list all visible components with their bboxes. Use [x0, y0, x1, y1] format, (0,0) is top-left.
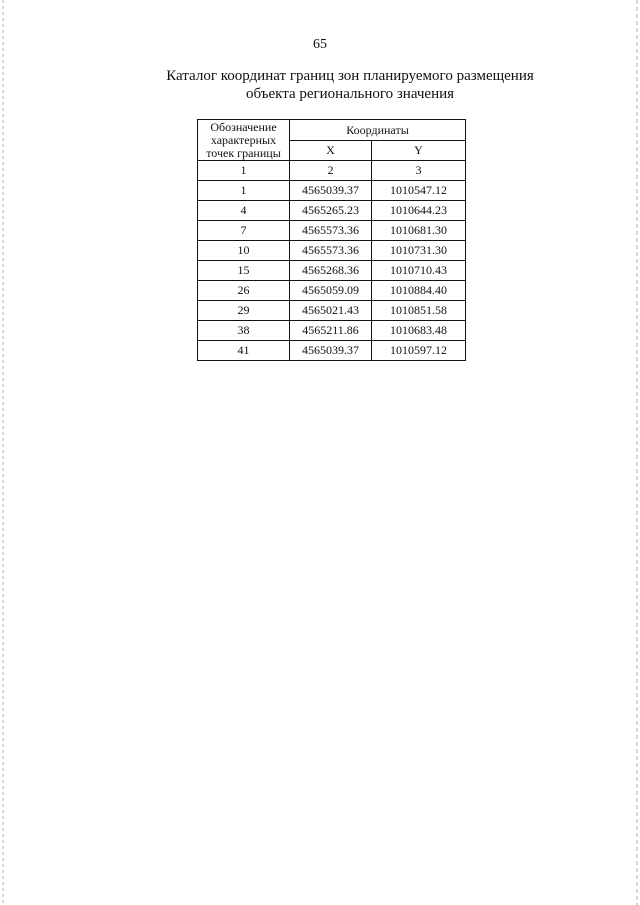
table-row	[198, 201, 466, 221]
column-number-3: 3	[372, 161, 466, 181]
x-coordinate-cell: 4565211.86	[290, 321, 372, 341]
point-cell: 41	[198, 341, 290, 361]
table-row	[198, 321, 466, 341]
page-number: 65	[313, 37, 327, 52]
table-row	[198, 261, 466, 281]
point-header-line-1: Обозначение	[210, 119, 277, 134]
point-cell: 4	[198, 201, 290, 221]
y-coordinate-cell: 1010681.30	[372, 221, 466, 241]
title-line-2: объекта регионального значения	[245, 86, 455, 102]
x-coordinate-cell: 4565039.37	[290, 341, 372, 361]
y-coordinate-cell: 1010710.43	[372, 261, 466, 281]
point-cell: 15	[198, 261, 290, 281]
y-coordinate-cell: 1010851.58	[372, 301, 466, 321]
x-coordinate-cell: 4565573.36	[290, 221, 372, 241]
point-header-line-2: характерных	[210, 132, 277, 147]
y-coordinate-cell: 1010644.23	[372, 201, 466, 221]
scan-edge-left	[2, 0, 4, 905]
coordinates-header: Координаты	[290, 120, 466, 141]
y-coordinate-cell: 1010547.12	[372, 181, 466, 201]
y-coordinate-cell: 1010597.12	[372, 341, 466, 361]
y-coordinate-cell: 1010683.48	[372, 321, 466, 341]
y-coordinate-cell: 1010731.30	[372, 241, 466, 261]
point-cell: 1	[198, 181, 290, 201]
table-row	[198, 341, 466, 361]
table-row	[198, 281, 466, 301]
x-coordinate-cell: 4565039.37	[290, 181, 372, 201]
coordinates-table	[197, 119, 466, 361]
scan-edge-right	[636, 0, 638, 905]
x-header: X	[290, 141, 372, 161]
point-cell: 10	[198, 241, 290, 261]
table-header-row-1	[198, 120, 466, 141]
x-coordinate-cell: 4565021.43	[290, 301, 372, 321]
point-cell: 29	[198, 301, 290, 321]
x-coordinate-cell: 4565573.36	[290, 241, 372, 261]
document-title	[100, 67, 600, 103]
point-header-line-3: точек границы	[206, 145, 281, 160]
column-number-row	[198, 161, 466, 181]
point-cell: 26	[198, 281, 290, 301]
x-coordinate-cell: 4565059.09	[290, 281, 372, 301]
column-number-1: 1	[198, 161, 290, 181]
y-header: Y	[372, 141, 466, 161]
point-designation-header	[198, 120, 290, 161]
point-cell: 38	[198, 321, 290, 341]
point-cell: 7	[198, 221, 290, 241]
table-row	[198, 241, 466, 261]
title-line-1: Каталог координат границ зон планируемого размещения	[166, 68, 534, 84]
table-row	[198, 301, 466, 321]
x-coordinate-cell: 4565268.36	[290, 261, 372, 281]
column-number-2: 2	[290, 161, 372, 181]
x-coordinate-cell: 4565265.23	[290, 201, 372, 221]
y-coordinate-cell: 1010884.40	[372, 281, 466, 301]
table-row	[198, 221, 466, 241]
table-row	[198, 181, 466, 201]
